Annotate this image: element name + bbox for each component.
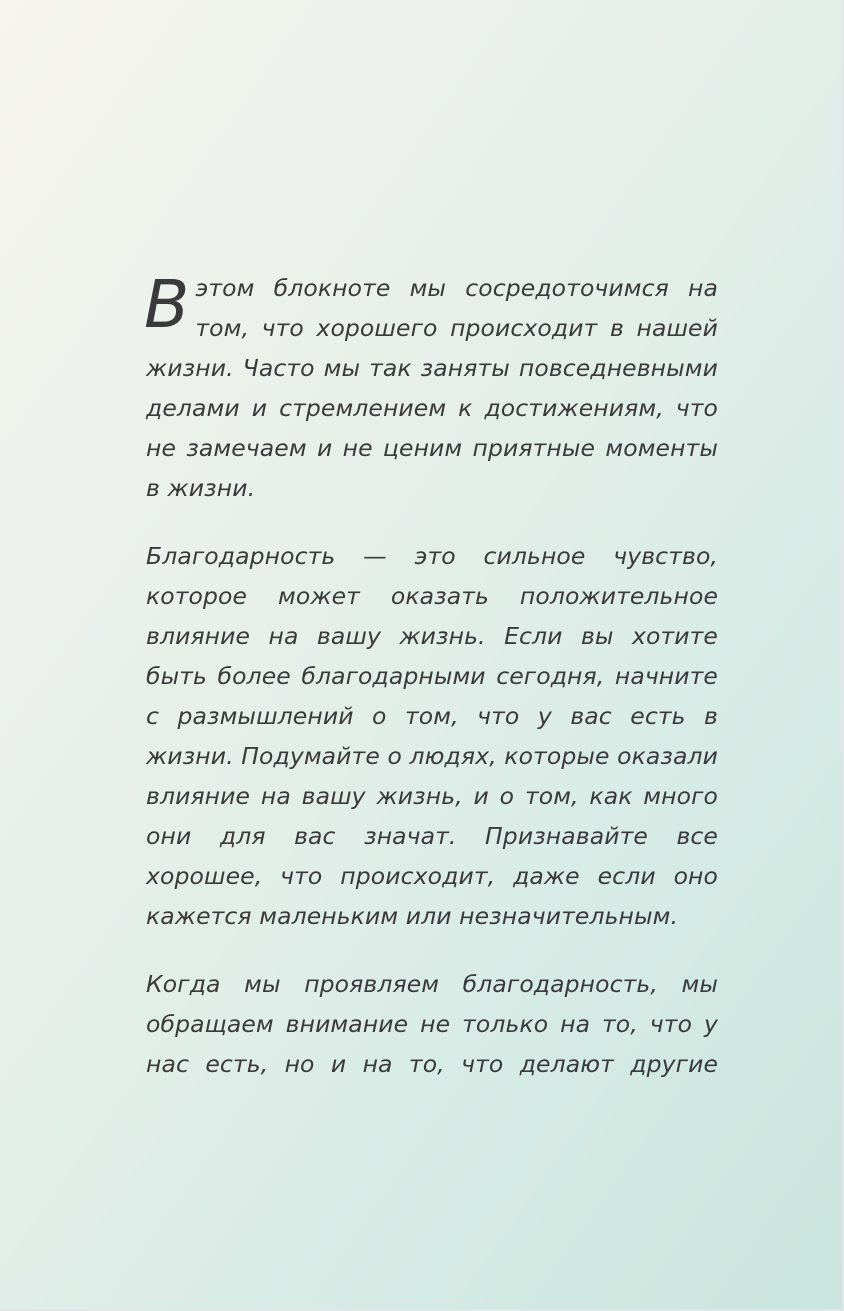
drop-cap: В [144,266,190,343]
body-text [146,268,718,1084]
paragraph-intro-text: этом блокноте мы сосредоточимся на том, что хорошего происходит в нашей жизни. Часто мы так заняты повседневными делами и стремлением к достижениям, что не замечаем и не ценим приятные моменты в жизни. [146,274,718,502]
paragraph-intro [146,268,718,508]
paragraph-gratitude: Благодарность — это сильное чувство, которое может оказать положительное влияние на вашу жизнь. Если вы хотите быть более благодарными сегодня, начните с размышлений о том, что у вас есть в жизни. Подумайте о людях, которые оказали влияние на вашу жизнь, и о том, как много они для вас значат. Признавайте все хорошее, что происходит, даже если оно кажется маленьким или незначительным. [146,542,718,930]
paragraph-attention: Когда мы проявляем благодарность, мы обращаем внимание не только на то, что у нас есть, но и на то, что делают другие [146,970,718,1078]
